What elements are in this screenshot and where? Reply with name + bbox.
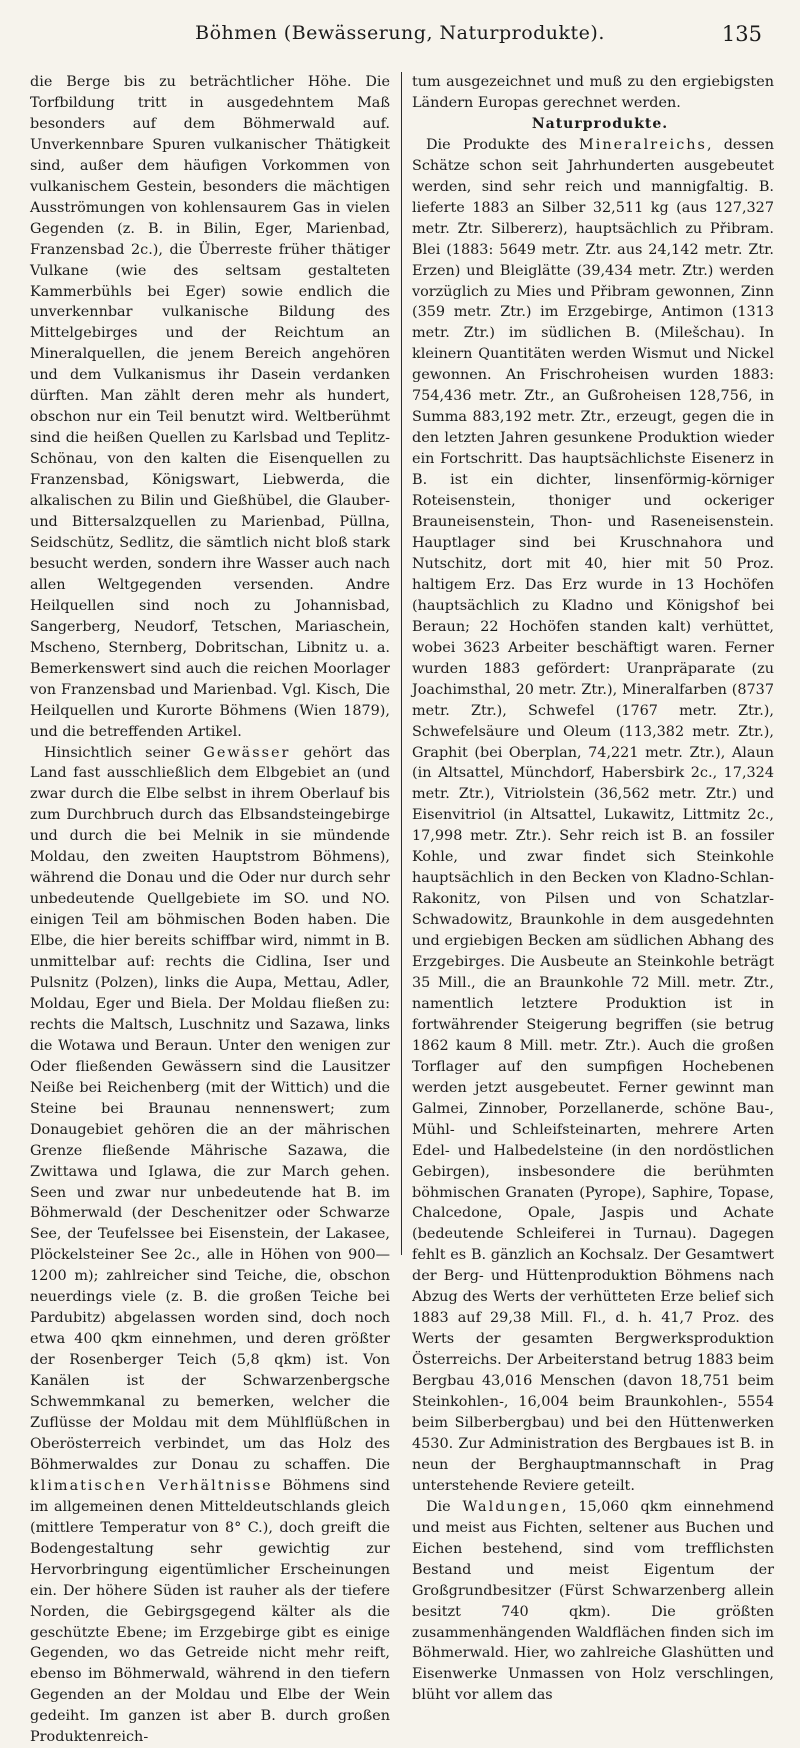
paragraph-minerals [412, 135, 774, 1497]
paragraph-continuation: tum ausgezeichnet und muß zu den ergiebigsten Ländern Europas gerechnet werden. [412, 72, 774, 114]
paragraph-body: gehört das Land fast ausschließlich dem Elbgebiet an (und zwar durch die Elbe selbst in ihrem Oberlauf bis zum Durchbruch durch das Elbsandsteingebirge und durch die bei Melnik in sie mündende Moldau, den zweiten Hauptstrom Böhmens), während die Donau und die Oder nur durch sehr unbedeutende Quellgebiete im SO. und NO. einigen Teil am böhmischen Boden haben. Die Elbe, die hier bereits schiffbar wird, nimmt in B. unmittelbar auf: rechts die Cidlina, Iser und Pulsnitz (Polzen), links die Aupa, Mettau, Adler, Moldau, Eger und Biela. Der Moldau fließen zu: rechts die Maltsch, Luschnitz und Sazawa, links die Wotawa und Beraun. Unter den wenigen zur Oder fließenden Gewässern sind die Lausitzer Neiße bei Reichenberg (mit der Wittich) und die Steine bei Braunau nennenswert; zum Donaugebiet gehören die an der mährischen Grenze fließende Mährische Sazawa, die Zwittawa und Iglawa, die zur March gehen. Seen und zwar nur unbedeutende hat B. im Böhmerwald (der Deschenitzer oder Schwarze See, der Teufelssee bei Eisenstein, der Lakasee, Plöckelsteiner See 2c., alle in Höhen von 900—1200 m); zahlreicher sind Teiche, die, obschon neuerdings viele (z. B. die großen Teiche bei Pardubitz) abgelassen worden sind, doch noch etwa 400 qkm einnehmen, und deren größter der Rosenberger Teich (5,8 qkm) ist. Von Kanälen ist der Schwarzenbergsche Schwemmkanal zu bemerken, welcher die Zuflüsse der Moldau mit dem Mühlflüßchen in Oberösterreich verbindet, um das Holz des Böhmerwaldes zur Donau zu schaffen. Die [30, 745, 390, 1473]
paragraph-lead: Die [426, 1499, 451, 1515]
paragraph-forests [412, 1497, 774, 1707]
column-divider [401, 72, 402, 1255]
term-climate: klimatischen Verhältnisse [30, 1478, 273, 1494]
paragraph-lead: Die Produkte des [426, 137, 567, 153]
paragraph-lead: Hinsichtlich seiner [44, 745, 190, 761]
section-heading: Naturprodukte. [412, 114, 774, 135]
paragraph-mineral-springs: die Berge bis zu beträchtlicher Höhe. Die Torfbildung tritt in ausgedehntem Maß besonders auf dem Böhmerwald auf. Unverkennbare Spuren vulkanischer Thätigkeit sind, außer dem häufigen Vorkommen von vulkanischem Gestein, besonders die mächtigen Ausströmungen von kohlensaurem Gas in vielen Gegenden (z. B. in Bilin, Eger, Marienbad, Franzensbad 2c.), die Überreste früher thätiger Vulkane (wie des seltsam gestalteten Kammerbühls bei Eger) sowie endlich die unverkennbar vulkanische Bildung des Mittelgebirges und der Reichtum an Mineralquellen, die jenem Bereich angehören und dem Vulkanismus ihr Dasein verdanken dürften. Man zählt deren mehr als hundert, obschon nur ein Teil benutzt wird. Weltberühmt sind die heißen Quellen zu Karlsbad und Teplitz-Schönau, von den kalten die Eisenquellen zu Franzensbad, Königswart, Liebwerda, die alkalischen zu Bilin und Gießhübel, die Glauber- und Bittersalzquellen zu Marienbad, Püllna, Seidschütz, Sedlitz, die sämtlich nicht bloß stark besucht werden, sondern ihre Wasser auch nach allen Weltgegenden versenden. Andre Heilquellen sind noch zu Johannisbad, Sangerberg, Neudorf, Tetschen, Mariaschein, Mscheno, Sternberg, Dobritschan, Libnitz u. a. Bemerkenswert sind auch die reichen Moorlager von Franzensbad und Marienbad. Vgl. Kisch, Die Heilquellen und Kurorte Böhmens (Wien 1879), und die betreffenden Artikel. [30, 72, 390, 743]
paragraph-body: , 15,060 qkm einnehmend und meist aus Fichten, seltener aus Buchen und Eichen bestehend, sind vom trefflichsten Bestand und meist Eigentum der Großgrundbesitzer (Fürst Schwarzenberg allein besitzt 740 qkm). Die größten zusammenhängenden Waldflächen finden sich im Böhmerwald. Hier, wo zahlreiche Glashütten und Eisenwerke Unmassen von Holz verschlingen, blüht vor allem das [412, 1499, 774, 1704]
page-number: 135 [722, 22, 762, 46]
page-header [30, 22, 770, 62]
term-minerals: Mineralreichs [579, 137, 707, 153]
term-forests: Waldungen [463, 1499, 562, 1515]
right-column [412, 72, 774, 1706]
paragraph-body-end: Böhmens sind im allgemeinen denen Mitteldeutschlands gleich (mittlere Temperatur von 8° C.), doch greift die Bodengestaltung sehr gewichtig zur Hervorbringung eigentümlicher Erscheinungen ein. Der höhere Süden ist rauher als der tiefere Norden, die Gebirgsgegend kälter als die geschützte Ebene; im Erzgebirge gibt es einige Gegenden, wo das Getreide nicht mehr reift, ebenso im Böhmerwald, während in den tiefern Gegenden an der Moldau und Elbe der Wein gedeiht. Im ganzen ist aber B. durch großen Produktenreich- [30, 1478, 390, 1745]
term-waters: Gewässer [203, 745, 290, 761]
paragraph-waters [30, 743, 390, 1748]
running-head: Böhmen (Bewässerung, Naturprodukte). [30, 22, 770, 44]
paragraph-body: , dessen Schätze schon seit Jahrhunderten ausgebeutet werden, sind sehr reich und mannigfaltig. B. lieferte 1883 an Silber 32,511 kg (aus 127,327 metr. Ztr. Silbererz), hauptsächlich zu Přibram. Blei (1883: 5649 metr. Ztr. aus 24,142 metr. Ztr. Erzen) und Bleiglätte (39,434 metr. Ztr.) werden vorzüglich zu Mies und Přibram gewonnen, Zinn (359 metr. Ztr.) im Erzgebirge, Antimon (1313 metr. Ztr.) im südlichen B. (Milešchau). In kleinern Quantitäten werden Wismut und Nickel gewonnen. An Frischroheisen wurden 1883: 754,436 metr. Ztr., an Gußroheisen 128,756, in Summa 883,192 metr. Ztr., erzeugt, gegen die in den letzten Jahren gesunkene Produktion wieder ein Fortschritt. Das hauptsächlichste Eisenerz in B. ist ein dichter, linsenförmig-körniger Roteisenstein, thoniger und ockeriger Brauneisenstein, Thon- und Raseneisenstein. Hauptlager sind bei Kruschnahora und Nutschitz, dort mit 40, hier mit 50 Proz. haltigem Erz. Das Erz wurde in 13 Hochöfen (hauptsächlich zu Kladno und Königshof bei Beraun; 22 Hochöfen standen kalt) verhüttet, wobei 3623 Arbeiter beschäftigt waren. Ferner wurden 1883 gefördert: Uranpräparate (zu Joachimsthal, 20 metr. Ztr.), Mineralfarben (8737 metr. Ztr.), Schwefel (1767 metr. Ztr.), Schwefelsäure und Oleum (113,382 metr. Ztr.), Graphit (bei Oberplan, 74,221 metr. Ztr.), Alaun (in Altsattel, Münchdorf, Habersbirk 2c., 17,324 metr. Ztr.), Vitriolstein (36,562 metr. Ztr.) und Eisenvitriol (in Altsattel, Lukawitz, Littmitz 2c., 17,998 metr. Ztr.). Sehr reich ist B. an fossiler Kohle, und zwar findet sich Steinkohle hauptsächlich in den Becken von Kladno-Schlan-Rakonitz, von Pilsen und von Schatzlar-Schwadowitz, Braunkohle in dem ausgedehnten und ergiebigen Becken am südlichen Abhang des Erzgebirges. Die Ausbeute an Steinkohle beträgt 35 Mill., die an Braunkohle 72 Mill. metr. Ztr., namentlich letztere Produktion ist in fortwährender Steigerung begriffen (sie betrug 1862 kaum 8 Mill. metr. Ztr.). Auch die großen Torflager auf den sumpfigen Hochebenen werden jetzt ausgebeutet. Ferner gewinnt man Galmei, Zinnober, Porzellanerde, schöne Bau-, Mühl- und Schleifsteinarten, mehrere Arten Edel- und Halbedelsteine (in den nordöstlichen Gebirgen), insbesondere die berühmten böhmischen Granaten (Pyrope), Saphire, Topase, Chalcedone, Opale, Jaspis und Achate (bedeutende Schleiferei in Turnau). Dagegen fehlt es B. gänzlich an Kochsalz. Der Gesamtwert der Berg- und Hüttenproduktion Böhmens nach Abzug des Werts der verhütteten Erze belief sich 1883 auf 29,38 Mill. Fl., d. h. 41,7 Proz. des Werts der gesamten Bergwerksproduktion Österreichs. Der Arbeiterstand betrug 1883 beim Bergbau 43,016 Menschen (davon 18,751 beim Steinkohlen-, 16,004 beim Braunkohlen-, 5554 beim Silberbergbau) und bei den Hüttenwerken 4530. Zur Administration des Bergbaues ist B. in neun der Berghauptmannschaft in Prag unterstehende Reviere geteilt. [412, 137, 774, 1494]
left-column [30, 72, 390, 1748]
